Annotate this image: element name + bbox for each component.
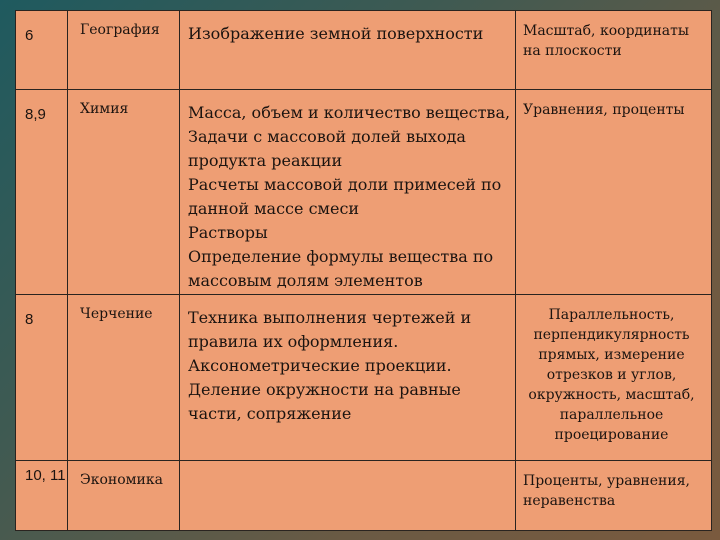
- topic-line: правила их оформления.: [188, 332, 399, 351]
- topics-cell: [180, 295, 516, 461]
- grade-cell: 10, 11: [16, 461, 68, 531]
- topic-line: Определение формулы вещества по: [188, 247, 494, 266]
- grade-cell: 8,9: [16, 90, 68, 295]
- table-row: [16, 90, 712, 295]
- math-link-cell: Параллельность, перпендикулярность прямых, измерение отрезков и углов, окружность, масштаб, параллельное проецирование: [516, 295, 712, 461]
- subject-cell: Химия: [68, 90, 180, 295]
- subject-cell: Черчение: [68, 295, 180, 461]
- topic-line: данной массе смеси: [188, 199, 360, 218]
- grade-cell: 8: [16, 295, 68, 461]
- topic-line: массовым долям элементов: [188, 271, 423, 290]
- topic-line: Растворы: [188, 223, 268, 242]
- math-link-cell: Проценты, уравнения, неравенства: [516, 461, 712, 531]
- table-row: [16, 461, 712, 531]
- subject-cell: Экономика: [68, 461, 180, 531]
- topic-line: Расчеты массовой доли примесей по: [188, 175, 502, 194]
- topics-cell: [180, 461, 516, 531]
- topics-cell: [180, 90, 516, 295]
- topics-cell: [180, 11, 516, 90]
- grade-cell: 6: [16, 11, 68, 90]
- topic-line: продукта реакции: [188, 151, 343, 170]
- math-link-cell: Масштаб, координаты на плоскости: [516, 11, 712, 90]
- math-link-cell: Уравнения, проценты: [516, 90, 712, 295]
- topic-line: Техника выполнения чертежей и: [188, 308, 472, 327]
- topic-line: Масса, объем и количество вещества,: [188, 103, 511, 122]
- topic-line: Аксонометрические проекции.: [188, 356, 452, 375]
- table-row: [16, 295, 712, 461]
- topic-line: Деление окружности на равные: [188, 380, 461, 399]
- topic-line: части, сопряжение: [188, 404, 352, 423]
- topic-line: Задачи с массовой долей выхода: [188, 127, 466, 146]
- subject-cell: География: [68, 11, 180, 90]
- topic-line: Изображение земной поверхности: [188, 24, 484, 43]
- subjects-table: [15, 10, 712, 531]
- table-row: [16, 11, 712, 90]
